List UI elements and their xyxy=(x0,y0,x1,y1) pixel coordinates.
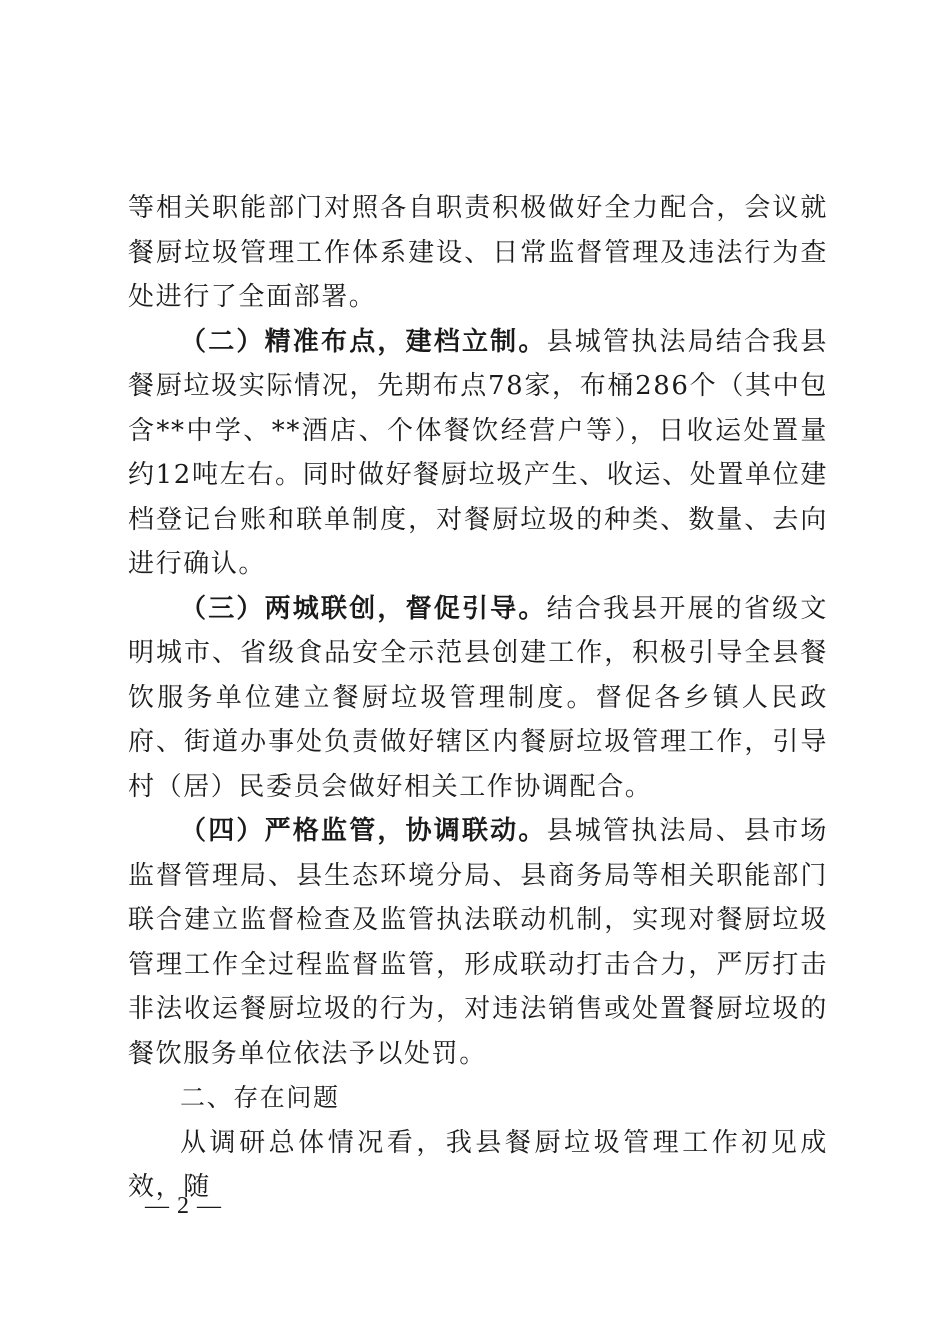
paragraph-strict-supervision xyxy=(128,809,828,1076)
document-body xyxy=(128,186,828,1210)
paragraph-precise-placement xyxy=(128,320,828,587)
paragraph-text: 结合我县开展的省级文明城市、省级食品安全示范县创建工作，积极引导全县餐饮服务单位建立餐厨垃圾管理制度。督促各乡镇人民政府、街道办事处负责做好辖区内餐厨垃圾管理工作，引导村（居）民委员会做好相关工作协调配合。 xyxy=(128,593,828,802)
paragraph-heading: （二）精准布点，建档立制。 xyxy=(180,326,547,357)
paragraph-heading: （四）严格监管，协调联动。 xyxy=(180,816,547,846)
paragraph-text: 县城管执法局、县市场监督管理局、县生态环境分局、县商务局等相关职能部门联合建立监督检查及监管执法联动机制，实现对餐厨垃圾管理工作全过程监督监管，形成联动打击合力，严厉打击非法收运餐厨垃圾的行为，对违法销售或处置餐厨垃圾的餐饮服务单位依法予以处罚。 xyxy=(128,816,828,1069)
page-number: — 2 — xyxy=(145,1193,222,1219)
paragraph-text: 从调研总体情况看，我县餐厨垃圾管理工作初见成效，随 xyxy=(128,1127,828,1202)
paragraph-survey-overview xyxy=(128,1121,828,1210)
section-heading-existing-problems: 二、存在问题 xyxy=(180,1083,340,1112)
paragraph-text: 等相关职能部门对照各自职责积极做好全力配合，会议就餐厨垃圾管理工作体系建设、日常监督管理及违法行为查处进行了全面部署。 xyxy=(128,193,828,312)
paragraph-two-cities xyxy=(128,587,828,810)
paragraph-continued xyxy=(128,186,828,320)
paragraph-heading: （三）两城联创，督促引导。 xyxy=(180,593,547,624)
paragraph-text: 县城管执法局结合我县餐厨垃圾实际情况，先期布点78家，布桶286个（其中包含**中学、**酒店、个体餐饮经营户等），日收运处置量约12吨左右。同时做好餐厨垃圾产生、收运、处置单位建档登记台账和联单制度，对餐厨垃圾的种类、数量、去向进行确认。 xyxy=(128,326,828,579)
